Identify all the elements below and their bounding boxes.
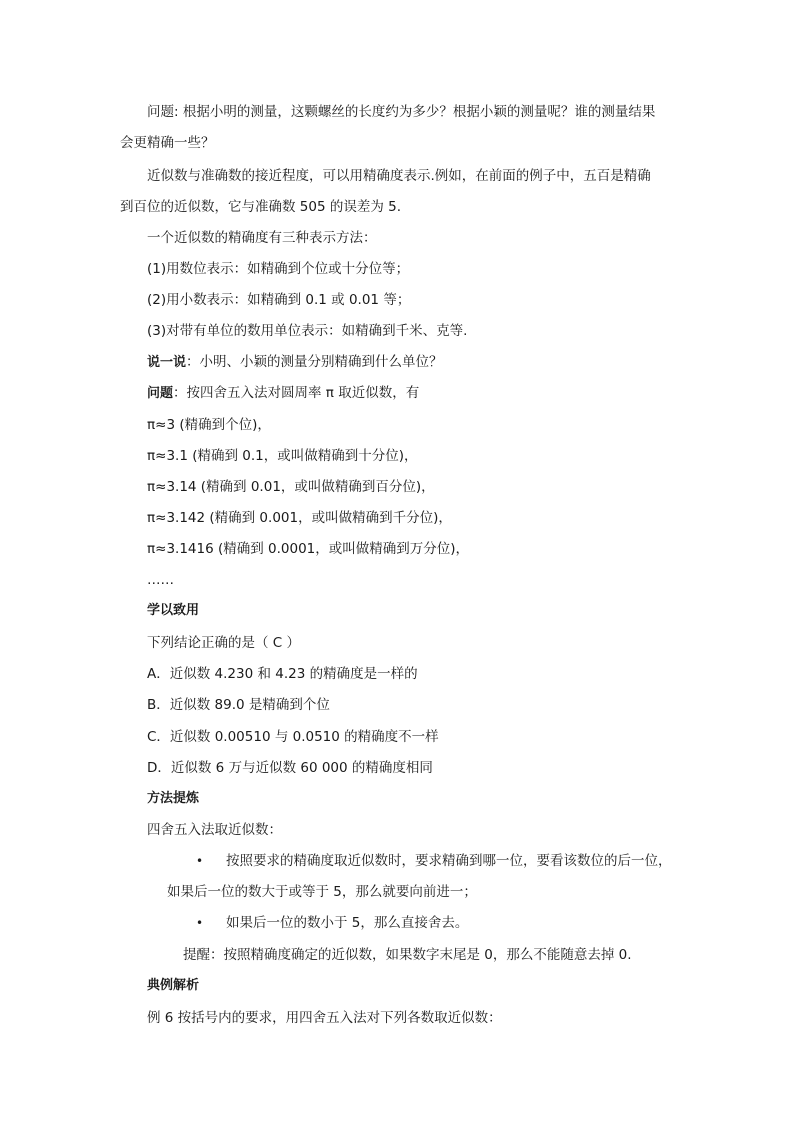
method-heading: 方法提炼: [147, 791, 200, 806]
question-line-1: 问题: 根据小明的测量，这颗螺丝的长度约为多少？根据小颖的测量呢？谁的测量结果: [147, 104, 656, 120]
pi-item: π≈3.14 (精确到 0.01，或叫做精确到百分位)，: [147, 479, 435, 495]
option-d: D．近似数 6 万与近似数 60 000 的精确度相同: [147, 760, 433, 776]
practice-heading: 学以致用: [147, 603, 200, 618]
example-text: 例 6 按括号内的要求，用四舍五入法对下列各数取近似数：: [147, 1010, 502, 1026]
example-heading: 典例解析: [147, 978, 200, 993]
shuo-text: ：小明、小颖的测量分别精确到什么单位？: [186, 354, 443, 370]
option-b: B．近似数 89.0 是精确到个位: [147, 697, 330, 713]
pi-item: π≈3.1416 (精确到 0.0001，或叫做精确到万分位)，: [147, 541, 470, 557]
pi-question: [147, 383, 419, 404]
question-line-2: 会更精确一些？: [120, 135, 215, 151]
methods-intro: 一个近似数的精确度有三种表示方法：: [147, 230, 377, 246]
pi-item: π≈3.1 (精确到 0.1，或叫做精确到十分位)，: [147, 448, 418, 464]
bullet-icon: •: [196, 916, 204, 930]
bullet-1-line-2: 如果后一位的数大于或等于 5，那么就要向前进一；: [167, 884, 477, 900]
pi-question-text: ：按四舍五入法对圆周率 π 取近似数，有: [173, 385, 420, 401]
pi-question-label: 问题: [147, 386, 174, 401]
pi-item: π≈3.142 (精确到 0.001，或叫做精确到千分位)，: [147, 510, 452, 526]
option-a: A．近似数 4.230 和 4.23 的精确度是一样的: [147, 666, 418, 682]
method-intro: 四舍五入法取近似数：: [147, 822, 282, 838]
method-1: (1)用数位表示：如精确到个位或十分位等；: [147, 261, 410, 277]
reminder: 提醒：按照精确度确定的近似数，如果数字末尾是 0，那么不能随意去掉 0.: [183, 947, 632, 963]
shuo-label: 说一说: [147, 355, 187, 370]
practice-question: 下列结论正确的是（ C ）: [147, 635, 301, 651]
method-2: (2)用小数表示：如精确到 0.1 或 0.01 等；: [147, 292, 411, 308]
bullet-icon: •: [196, 854, 204, 868]
paragraph-line-1: 近似数与准确数的接近程度，可以用精确度表示.例如，在前面的例子中，五百是精确: [147, 168, 651, 184]
ellipsis: ……: [147, 572, 174, 588]
bullet-2: 如果后一位的数小于 5，那么直接舍去。: [226, 915, 469, 931]
method-3: (3)对带有单位的数用单位表示：如精确到千米、克等.: [147, 323, 468, 339]
paragraph-line-2: 到百位的近似数，它与准确数 505 的误差为 5.: [120, 199, 402, 215]
shuo-yi-shuo: [147, 352, 443, 373]
bullet-1-line-1: 按照要求的精确度取近似数时，要求精确到哪一位，要看该数位的后一位，: [226, 853, 672, 869]
pi-item: π≈3 (精确到个位)，: [147, 417, 271, 433]
option-c: C．近似数 0.00510 与 0.0510 的精确度不一样: [147, 729, 439, 745]
